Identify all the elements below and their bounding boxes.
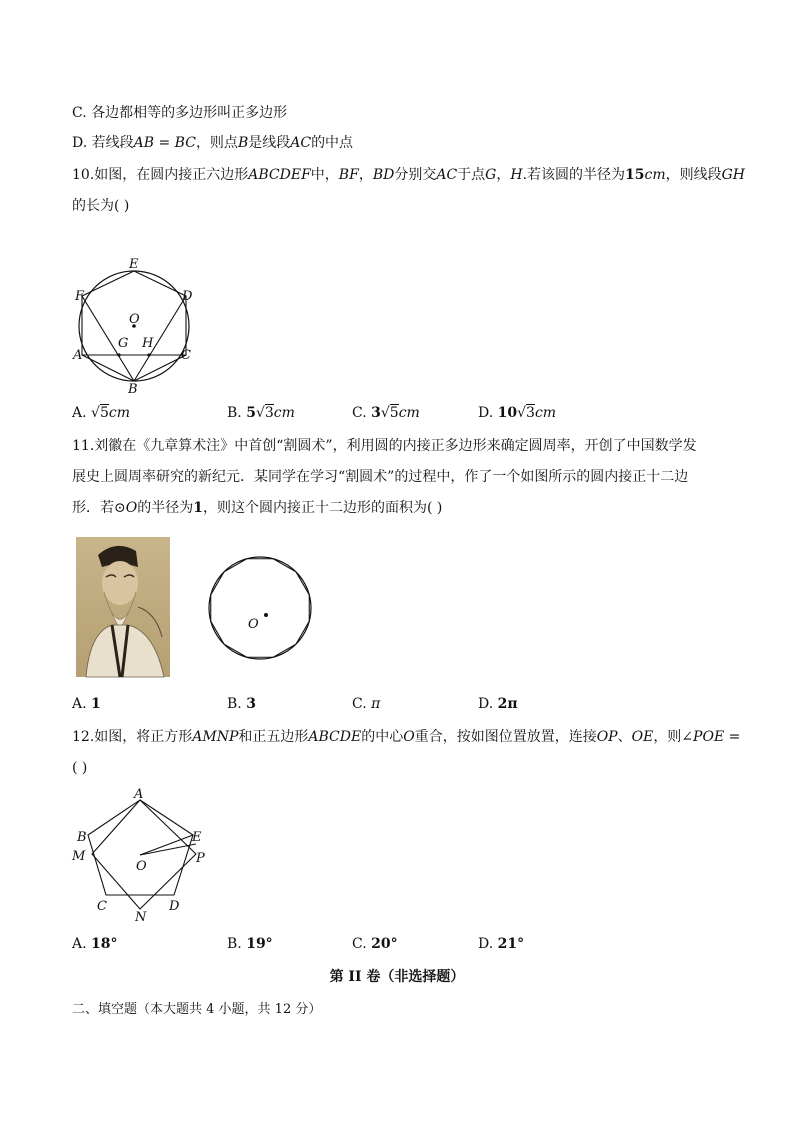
q10-stem-line2: 的长为( ) [72, 198, 130, 214]
q10-stem-line1: 10.如图，在圆内接正六边形ABCDEF中，BF，BD分别交AC于点G，H.若该圆的半径为15cm，则线段GH [72, 167, 746, 183]
label-b: B [77, 830, 87, 845]
label-o: O [248, 617, 259, 632]
q9-option-d: D. 若线段AB = BC，则点B是线段AC的中点 [72, 135, 354, 151]
label-c: C [97, 899, 107, 914]
q11-option-b: B. 3 [227, 696, 256, 712]
q10-option-a: A. √5cm [72, 405, 130, 421]
q11-dodecagon-figure [206, 553, 316, 663]
q10-hexagon-figure [62, 255, 202, 395]
section-2-title: 第 II 卷（非选择题） [329, 969, 465, 985]
label-a: A [134, 787, 144, 802]
label-a: A [73, 348, 83, 363]
label-m: M [72, 849, 86, 864]
label-b: B [128, 382, 138, 397]
q12-option-d: D. 21° [478, 936, 525, 952]
q10-option-c: C. 3√5cm [352, 405, 420, 421]
q11-stem-line2: 展史上圆周率研究的新纪元．某同学在学习“割圆术”的过程中，作了一个如图所示的圆内接正十二边 [72, 469, 689, 485]
q11-stem-line3: 形．若⊙O的半径为1，则这个圆内接正十二边形的面积为( ) [72, 500, 443, 516]
q10-option-d: D. 10√3cm [478, 405, 557, 421]
q9-option-c: C. 各边都相等的多边形叫正多边形 [72, 105, 288, 121]
q12-square-pentagon-figure [64, 788, 214, 928]
q12-option-b: B. 19° [227, 936, 273, 952]
q11-option-d: D. 2π [478, 696, 518, 712]
label-n: N [135, 910, 147, 925]
section-2-subtitle: 二、填空题（本大题共 4 小题，共 12 分） [72, 1002, 322, 1017]
label-g: G [118, 336, 129, 351]
q11-option-a: A. 1 [72, 696, 101, 712]
label-f: F [75, 289, 85, 304]
label-c: C [181, 348, 191, 363]
q12-stem-line1: 12.如图，将正方形AMNP和正五边形ABCDE的中心O重合，按如图位置放置，连接OP、OE，则∠POE = [72, 729, 741, 745]
label-h: H [142, 336, 154, 351]
q12-option-c: C. 20° [352, 936, 398, 952]
label-o: O [129, 312, 140, 327]
label-o: O [136, 859, 147, 874]
q11-option-c: C. π [352, 696, 381, 712]
label-e: E [129, 257, 139, 272]
label-d: D [182, 289, 193, 304]
q12-option-a: A. 18° [72, 936, 118, 952]
q11-stem-line1: 11.刘徽在《九章算术注》中首创“割圆术”，利用圆的内接正多边形来确定圆周率，开创了中国数学发 [72, 438, 697, 454]
q10-option-b: B. 5√3cm [227, 405, 295, 421]
liu-hui-portrait-image [76, 537, 170, 677]
q12-stem-line2: ( ) [72, 760, 88, 776]
label-e: E [192, 830, 202, 845]
label-d: D [169, 899, 180, 914]
label-p: P [196, 851, 205, 866]
